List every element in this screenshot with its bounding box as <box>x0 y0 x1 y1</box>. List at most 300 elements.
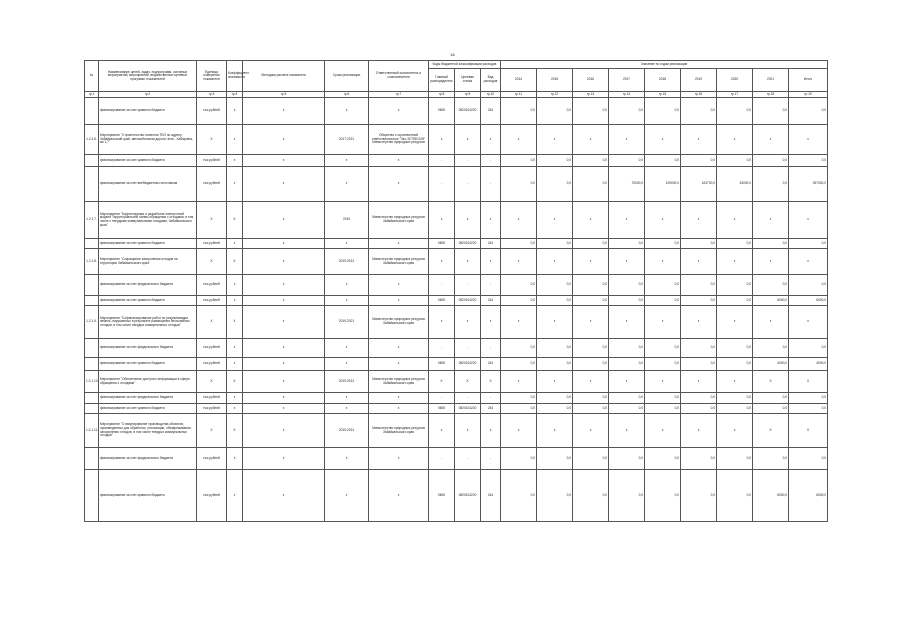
row-year-value: 0,0 <box>537 296 573 306</box>
table-row <box>85 393 828 404</box>
row-vr-code: - <box>481 339 501 358</box>
column-number: гр.15 <box>645 92 681 98</box>
row-vr-code: Х <box>481 371 501 393</box>
row-number <box>85 239 99 249</box>
row-gr-code: - <box>429 155 455 167</box>
row-vr-code: - <box>481 275 501 296</box>
row-number <box>85 470 99 522</box>
row-executor: х <box>369 470 429 522</box>
row-unit: тыс.рублей <box>197 448 227 470</box>
row-unit: тыс.рублей <box>197 98 227 125</box>
table-row <box>85 275 828 296</box>
row-year-value: х <box>609 125 645 155</box>
row-year-value: 0,0 <box>753 239 789 249</box>
row-year-value: 4000,0 <box>789 358 828 371</box>
row-unit: тыс.рублей <box>197 339 227 358</box>
row-vr-code: 244 <box>481 404 501 414</box>
row-name: финансирование за счет краевого бюджета <box>99 470 197 522</box>
row-year-value: 0,0 <box>645 155 681 167</box>
row-year-value: Х <box>789 371 828 393</box>
header-year: Итого <box>789 69 828 92</box>
header-year: 2014 <box>501 69 537 92</box>
header-budget-codes: Коды бюджетной классификации расходов <box>429 61 501 69</box>
row-year-value: 0,0 <box>717 470 753 522</box>
column-number: гр.17 <box>717 92 753 98</box>
row-unit: Х <box>197 371 227 393</box>
row-year-value: 0,0 <box>681 393 717 404</box>
row-year-value: х <box>753 306 789 339</box>
row-period: х <box>325 339 369 358</box>
row-executor: х <box>369 393 429 404</box>
row-year-value: 0,0 <box>681 98 717 125</box>
row-vr-code: - <box>481 448 501 470</box>
column-number: гр.6 <box>325 92 369 98</box>
row-coefficient: х <box>227 448 243 470</box>
row-year-value: х <box>501 125 537 155</box>
row-unit: тыс.рублей <box>197 358 227 371</box>
row-year-value: х <box>537 249 573 275</box>
row-year-value: 0,0 <box>681 448 717 470</box>
row-cs-code: х <box>455 414 481 448</box>
row-coefficient: х <box>227 339 243 358</box>
row-year-value: 0,0 <box>573 404 609 414</box>
row-name: Мероприятие "Сокращение захоронения отходов на территории Забайкальского края" <box>99 249 197 275</box>
row-vr-code: 244 <box>481 239 501 249</box>
row-executor: х <box>369 404 429 414</box>
row-year-value: 0,0 <box>717 296 753 306</box>
table-row <box>85 470 828 522</box>
row-number: 1.2.1.9. <box>85 306 99 339</box>
row-year-value: 0,0 <box>537 393 573 404</box>
row-year-value: 4000,0 <box>753 358 789 371</box>
row-year-value: 0,0 <box>609 448 645 470</box>
row-year-value: 0,0 <box>609 296 645 306</box>
row-cs-code: Х <box>455 371 481 393</box>
row-vr-code: 244 <box>481 358 501 371</box>
row-year-value: 0,0 <box>681 404 717 414</box>
row-name: финансирование за счет краевого бюджета <box>99 155 197 167</box>
row-year-value: х <box>609 202 645 239</box>
row-method: х <box>243 339 325 358</box>
row-number <box>85 448 99 470</box>
row-name: Мероприятие "Обеспечение доступа к информации в сфере обращения с отходами" <box>99 371 197 393</box>
row-unit: тыс.рублей <box>197 470 227 522</box>
row-method: х <box>243 470 325 522</box>
column-number: гр.3 <box>197 92 227 98</box>
row-number: 1.2.1.10. <box>85 371 99 393</box>
row-method: х <box>243 155 325 167</box>
row-method: х <box>243 358 325 371</box>
row-number: 1.2.1.6. <box>85 125 99 155</box>
column-number: гр.12 <box>537 92 573 98</box>
row-executor: х <box>369 448 429 470</box>
column-number: гр.5 <box>243 92 325 98</box>
row-year-value: 0,0 <box>537 275 573 296</box>
row-year-value: х <box>717 125 753 155</box>
table-body <box>85 98 828 522</box>
row-year-value: х <box>537 306 573 339</box>
row-period: 2019-2021 <box>325 306 369 339</box>
row-year-value: 424700,0 <box>681 167 717 202</box>
row-year-value: 0,0 <box>681 296 717 306</box>
table-row <box>85 125 828 155</box>
row-year-value: 0,0 <box>573 339 609 358</box>
row-year-value: 0,0 <box>501 167 537 202</box>
row-year-value: х <box>789 202 828 239</box>
row-year-value: х <box>681 202 717 239</box>
row-year-value: х <box>573 371 609 393</box>
row-gr-code: 0605 <box>429 404 455 414</box>
row-year-value: х <box>789 125 828 155</box>
column-number: гр.13 <box>573 92 609 98</box>
header-vr: Вид расходов <box>481 69 501 92</box>
row-vr-code: - <box>481 393 501 404</box>
row-year-value: х <box>573 306 609 339</box>
row-year-value: 0,0 <box>501 155 537 167</box>
row-year-value: 0,0 <box>717 448 753 470</box>
row-year-value: 0,0 <box>537 239 573 249</box>
row-year-value: 0,0 <box>753 167 789 202</box>
row-cs-code: х <box>455 306 481 339</box>
table-row <box>85 448 828 470</box>
row-year-value: 0,0 <box>645 98 681 125</box>
row-vr-code: - <box>481 167 501 202</box>
row-year-value: 0,0 <box>609 239 645 249</box>
row-number: 1.2.1.11. <box>85 414 99 448</box>
row-year-value: 0,0 <box>753 404 789 414</box>
row-year-value: х <box>609 414 645 448</box>
row-year-value: 0,0 <box>501 393 537 404</box>
row-year-value: 6000,0 <box>789 296 828 306</box>
row-unit: тыс.рублей <box>197 155 227 167</box>
row-year-value: 0,0 <box>573 155 609 167</box>
row-year-value: х <box>501 249 537 275</box>
row-cs-code: - <box>455 155 481 167</box>
row-year-value: х <box>681 414 717 448</box>
row-year-value: 109000,0 <box>645 167 681 202</box>
row-cs-code: - <box>455 393 481 404</box>
header-values-by-year: Значение по годам реализации <box>501 61 828 69</box>
row-vr-code: х <box>481 202 501 239</box>
row-name: Мероприятие "Софинансирование работ по рекультивации земель, нарушенных в результате размещения бесхозяйных отходов, в том числе твердых коммунальных отходов" <box>99 306 197 339</box>
row-method: х <box>243 125 325 155</box>
row-name: Мероприятие "Строительство полигона ТБО по адресу: Забайкальский край, автомобильная дорога Чита - Хабаровск, км 1,7" <box>99 125 197 155</box>
row-name: финансирование за счет федерального бюджета <box>99 393 197 404</box>
row-year-value: 0,0 <box>681 358 717 371</box>
column-number: гр.8 <box>429 92 455 98</box>
row-year-value: 0,0 <box>537 155 573 167</box>
row-year-value: 0,0 <box>717 393 753 404</box>
row-cs-code: х <box>455 125 481 155</box>
header-cs: Целевая статья <box>455 69 481 92</box>
row-method: х <box>243 306 325 339</box>
row-name: финансирование за счет федерального бюджета <box>99 448 197 470</box>
row-year-value: 0,0 <box>537 339 573 358</box>
row-year-value: 0,0 <box>717 98 753 125</box>
row-number <box>85 358 99 371</box>
row-method: х <box>243 404 325 414</box>
row-executor: х <box>369 275 429 296</box>
header-period: Сроки реализации <box>325 61 369 92</box>
column-number: гр.9 <box>455 92 481 98</box>
row-method: х <box>243 448 325 470</box>
row-name: финансирование за счет внебюджетных источников <box>99 167 197 202</box>
row-vr-code: - <box>481 155 501 167</box>
row-year-value: х <box>681 371 717 393</box>
row-year-value: х <box>609 371 645 393</box>
row-year-value: Х <box>789 414 828 448</box>
row-vr-code: х <box>481 414 501 448</box>
row-period: х <box>325 470 369 522</box>
row-year-value: 0,0 <box>753 275 789 296</box>
row-year-value: х <box>717 249 753 275</box>
row-method: х <box>243 249 325 275</box>
page-number: 16 <box>450 52 455 57</box>
row-unit: Х <box>197 249 227 275</box>
row-year-value: х <box>501 371 537 393</box>
row-number <box>85 339 99 358</box>
row-coefficient: Х <box>227 202 243 239</box>
row-year-value: 0,0 <box>573 296 609 306</box>
row-gr-code: - <box>429 339 455 358</box>
row-year-value: 0,0 <box>789 404 828 414</box>
row-year-value: 0,0 <box>609 470 645 522</box>
row-year-value: 6000,0 <box>789 470 828 522</box>
row-year-value: 0,0 <box>501 275 537 296</box>
row-year-value: 0,0 <box>609 339 645 358</box>
row-gr-code: - <box>429 167 455 202</box>
row-year-value: х <box>681 306 717 339</box>
row-year-value: 6000,0 <box>753 296 789 306</box>
row-name: финансирование за счет краевого бюджета <box>99 98 197 125</box>
row-year-value: 0,0 <box>573 239 609 249</box>
row-gr-code: 0605 <box>429 358 455 371</box>
column-number: гр.7 <box>369 92 429 98</box>
row-executor: Министерство природных ресурсов Забайкальского края <box>369 414 429 448</box>
column-number: гр.14 <box>609 92 645 98</box>
row-year-value: 70000,0 <box>609 167 645 202</box>
row-method: х <box>243 202 325 239</box>
row-year-value: 0,0 <box>717 404 753 414</box>
row-year-value: х <box>573 414 609 448</box>
row-number: 1.2.1.7. <box>85 202 99 239</box>
row-executor: х <box>369 358 429 371</box>
row-year-value: 6000,0 <box>753 470 789 522</box>
row-year-value: 0,0 <box>753 98 789 125</box>
row-gr-code: х <box>429 414 455 448</box>
row-executor: х <box>369 98 429 125</box>
row-gr-code: 0605 <box>429 296 455 306</box>
table-row <box>85 339 828 358</box>
row-number <box>85 98 99 125</box>
row-coefficient: х <box>227 239 243 249</box>
row-year-value: 0,0 <box>681 275 717 296</box>
row-cs-code: 0820104220 <box>455 239 481 249</box>
row-year-value: 0,0 <box>645 404 681 414</box>
row-period: х <box>325 275 369 296</box>
row-gr-code: 0605 <box>429 98 455 125</box>
header-no: № <box>85 61 99 92</box>
row-number <box>85 275 99 296</box>
row-cs-code: х <box>455 202 481 239</box>
row-method: х <box>243 371 325 393</box>
row-name: Мероприятие "Стимулирование производства объектов, произведенных для обработки, утилизации, обезвреживания, захоронения отходов, в том числе твердых коммунальных отходов" <box>99 414 197 448</box>
row-method: х <box>243 275 325 296</box>
row-gr-code: х <box>429 249 455 275</box>
table-row <box>85 167 828 202</box>
row-coefficient: х <box>227 125 243 155</box>
row-period: 2019-2021 <box>325 414 369 448</box>
header-year: 2016 <box>573 69 609 92</box>
row-year-value: х <box>789 306 828 339</box>
row-period: х <box>325 167 369 202</box>
column-number: гр.18 <box>753 92 789 98</box>
row-unit: тыс.рублей <box>197 296 227 306</box>
row-cs-code: - <box>455 167 481 202</box>
row-year-value: 0,0 <box>681 470 717 522</box>
column-number: гр.11 <box>501 92 537 98</box>
row-period: х <box>325 98 369 125</box>
row-year-value: х <box>753 125 789 155</box>
row-year-value: 0,0 <box>645 393 681 404</box>
row-year-value: х <box>645 125 681 155</box>
row-name: финансирование за счет федерального бюджета <box>99 339 197 358</box>
table-row <box>85 202 828 239</box>
row-executor: х <box>369 167 429 202</box>
row-executor: х <box>369 339 429 358</box>
column-number: гр.4 <box>227 92 243 98</box>
row-number <box>85 404 99 414</box>
row-year-value: 0,0 <box>573 167 609 202</box>
row-year-value: 0,0 <box>753 155 789 167</box>
row-year-value: Х <box>753 371 789 393</box>
row-name: финансирование за счет краевого бюджета <box>99 404 197 414</box>
row-year-value: х <box>501 306 537 339</box>
column-number: гр.16 <box>681 92 717 98</box>
column-number: гр.10 <box>481 92 501 98</box>
row-year-value: 0,0 <box>645 358 681 371</box>
row-gr-code: х <box>429 306 455 339</box>
row-year-value: 0,0 <box>501 339 537 358</box>
row-unit: тыс.рублей <box>197 404 227 414</box>
row-year-value: 0,0 <box>501 358 537 371</box>
row-vr-code: х <box>481 306 501 339</box>
row-executor: Министерство природных ресурсов Забайкальского края <box>369 371 429 393</box>
row-number <box>85 393 99 404</box>
row-executor: Министерство природных ресурсов Забайкальского края <box>369 306 429 339</box>
row-year-value: 0,0 <box>789 393 828 404</box>
row-cs-code: х <box>455 249 481 275</box>
row-gr-code: 0605 <box>429 470 455 522</box>
row-period: х <box>325 393 369 404</box>
header-unit: Единица измерения показателя <box>197 61 227 92</box>
row-year-value: 0,0 <box>537 470 573 522</box>
row-unit: Х <box>197 414 227 448</box>
row-cs-code: 0820104220 <box>455 296 481 306</box>
header-row-top <box>85 61 828 69</box>
table-row <box>85 414 828 448</box>
row-period: 2019-2021 <box>325 371 369 393</box>
row-year-value: х <box>573 202 609 239</box>
row-gr-code: - <box>429 448 455 470</box>
row-year-value: х <box>609 249 645 275</box>
row-year-value: х <box>681 249 717 275</box>
row-year-value: 397300,0 <box>789 167 828 202</box>
row-unit: Х <box>197 306 227 339</box>
row-method: х <box>243 296 325 306</box>
row-gr-code: х <box>429 202 455 239</box>
row-year-value: х <box>573 125 609 155</box>
row-year-value: 0,0 <box>681 155 717 167</box>
row-vr-code: х <box>481 249 501 275</box>
row-year-value: 0,0 <box>753 339 789 358</box>
row-year-value: х <box>537 414 573 448</box>
row-name: финансирование за счет краевого бюджета <box>99 358 197 371</box>
row-year-value: 0,0 <box>501 296 537 306</box>
header-year: 2018 <box>645 69 681 92</box>
table-row <box>85 306 828 339</box>
row-executor: Министерство природных ресурсов Забайкальского края <box>369 202 429 239</box>
row-year-value: х <box>645 414 681 448</box>
row-year-value: 0,0 <box>753 448 789 470</box>
header-gr: Главный распорядитель <box>429 69 455 92</box>
row-period: х <box>325 404 369 414</box>
row-year-value: 0,0 <box>501 239 537 249</box>
row-gr-code: Х <box>429 371 455 393</box>
row-year-value: х <box>609 306 645 339</box>
row-year-value: 0,0 <box>609 98 645 125</box>
table-row <box>85 98 828 125</box>
row-year-value: 0,0 <box>717 339 753 358</box>
row-year-value: 0,0 <box>645 470 681 522</box>
row-coefficient: х <box>227 167 243 202</box>
header-executor: Ответственный исполнитель и соисполнители <box>369 61 429 92</box>
row-year-value: 0,0 <box>537 404 573 414</box>
row-year-value: 0,0 <box>717 358 753 371</box>
table-row <box>85 296 828 306</box>
row-year-value: 0,0 <box>573 275 609 296</box>
row-year-value: 0,0 <box>789 239 828 249</box>
row-year-value: 0,0 <box>501 470 537 522</box>
row-vr-code: 244 <box>481 296 501 306</box>
row-year-value: х <box>501 414 537 448</box>
row-year-value: х <box>645 249 681 275</box>
row-coefficient: х <box>227 393 243 404</box>
row-coefficient: х <box>227 296 243 306</box>
row-year-value: 0,0 <box>537 98 573 125</box>
row-year-value: х <box>681 125 717 155</box>
row-year-value: 0,0 <box>789 275 828 296</box>
row-method: х <box>243 239 325 249</box>
row-period: х <box>325 155 369 167</box>
row-name: финансирование за счет краевого бюджета <box>99 296 197 306</box>
row-unit: тыс.рублей <box>197 393 227 404</box>
row-method: х <box>243 414 325 448</box>
column-number: гр.19 <box>789 92 828 98</box>
row-year-value: 0,0 <box>681 239 717 249</box>
row-coefficient: х <box>227 98 243 125</box>
row-year-value: х <box>537 202 573 239</box>
header-year: 2015 <box>537 69 573 92</box>
row-year-value: 0,0 <box>609 393 645 404</box>
row-coefficient: Х <box>227 306 243 339</box>
row-period: 2017-2021 <box>325 125 369 155</box>
row-year-value: х <box>753 202 789 239</box>
row-year-value: 0,0 <box>645 296 681 306</box>
row-coefficient: х <box>227 470 243 522</box>
row-period: 2019 <box>325 202 369 239</box>
row-year-value: 0,0 <box>789 98 828 125</box>
